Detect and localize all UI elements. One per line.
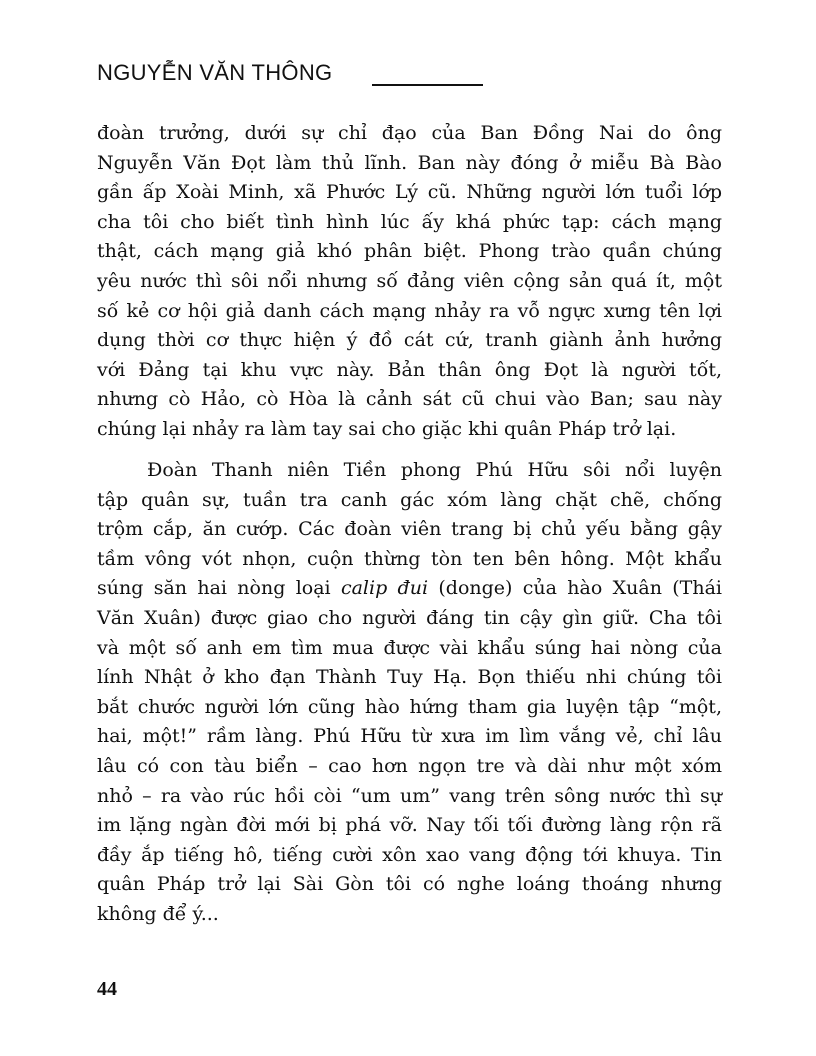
text-line: và một số anh em tìm mua được vài khẩu súng hai nòng của (97, 636, 722, 659)
text-line: bắt chước người lớn cũng hào hứng tham gia luyện tập “một, (97, 695, 722, 718)
text-line: hai, một!” rầm làng. Phú Hữu từ xưa im lìm vắng vẻ, chỉ lâu (97, 725, 722, 748)
text-line: đoàn trưởng, dưới sự chỉ đạo của Ban Đồng Nai do ông (97, 122, 722, 144)
text-line: Nguyễn Văn Đọt làm thủ lĩnh. Ban này đóng ở miễu Bà Bào (97, 151, 722, 174)
text-line: thật, cách mạng giả khó phân biệt. Phong trào quần chúng (97, 240, 722, 263)
text-line: Đoàn Thanh niên Tiền phong Phú Hữu sôi nổi luyện (147, 459, 722, 481)
text-line: số kẻ cơ hội giả danh cách mạng nhảy ra vỗ ngực xưng tên lợi (97, 299, 722, 322)
text-line: dụng thời cơ thực hiện ý đồ cát cứ, tranh giành ảnh hưởng (97, 329, 722, 352)
text-segment: súng săn hai nòng loại (97, 577, 341, 600)
paragraph-1 (97, 119, 722, 445)
text-segment: (donge) của hào Xuân (Thái (428, 577, 722, 600)
text-line: với Đảng tại khu vực này. Bản thân ông Đọt là người tốt, (97, 358, 722, 381)
text-line: chúng lại nhảy ra làm tay sai cho giặc khi quân Pháp trở lại. (97, 417, 677, 440)
text-line: im lặng ngàn đời mới bị phá vỡ. Nay tối tối đường làng rộn rã (97, 814, 722, 837)
text-line: trộm cắp, ăn cướp. Các đoàn viên trang bị chủ yếu bằng gậy (97, 518, 722, 541)
paragraph-2 (97, 456, 722, 930)
text-line: yêu nước thì sôi nổi nhưng số đảng viên cộng sản quá ít, một (97, 269, 722, 292)
text-line: tập quân sự, tuần tra canh gác xóm làng chặt chẽ, chống (97, 488, 722, 511)
text-line: gần ấp Xoài Minh, xã Phước Lý cũ. Những người lớn tuổi lớp (97, 181, 722, 204)
text-line: lâu có con tàu biển – cao hơn ngọn tre và dài như một xóm (97, 754, 722, 777)
running-header: NGUYỄN VĂN THÔNG (97, 60, 333, 85)
text-line: đầy ắp tiếng hô, tiếng cười xôn xao vang động tới khuya. Tin (97, 843, 722, 866)
text-line: quân Pháp trở lại Sài Gòn tôi có nghe loáng thoáng nhưng (97, 873, 722, 896)
text-line: lính Nhật ở kho đạn Thành Tuy Hạ. Bọn thiếu nhi chúng tôi (97, 666, 722, 689)
header-rule (372, 84, 483, 86)
page-number: 44 (97, 978, 117, 1000)
text-line: không để ý... (97, 902, 219, 925)
text-line: Văn Xuân) được giao cho người đáng tin cậy gìn giữ. Cha tôi (97, 606, 722, 629)
text-line: tầm vông vót nhọn, cuộn thừng tòn ten bên hông. Một khẩu (97, 547, 722, 570)
text-line (97, 574, 722, 604)
text-line: nhưng cò Hảo, cò Hòa là cảnh sát cũ chui vào Ban; sau này (97, 388, 722, 411)
text-line: cha tôi cho biết tình hình lúc ấy khá phức tạp: cách mạng (97, 210, 722, 233)
text-line: nhỏ – ra vào rúc hồi còi “um um” vang trên sông nước thì sự (97, 784, 722, 807)
italic-term: calip đui (340, 577, 429, 600)
